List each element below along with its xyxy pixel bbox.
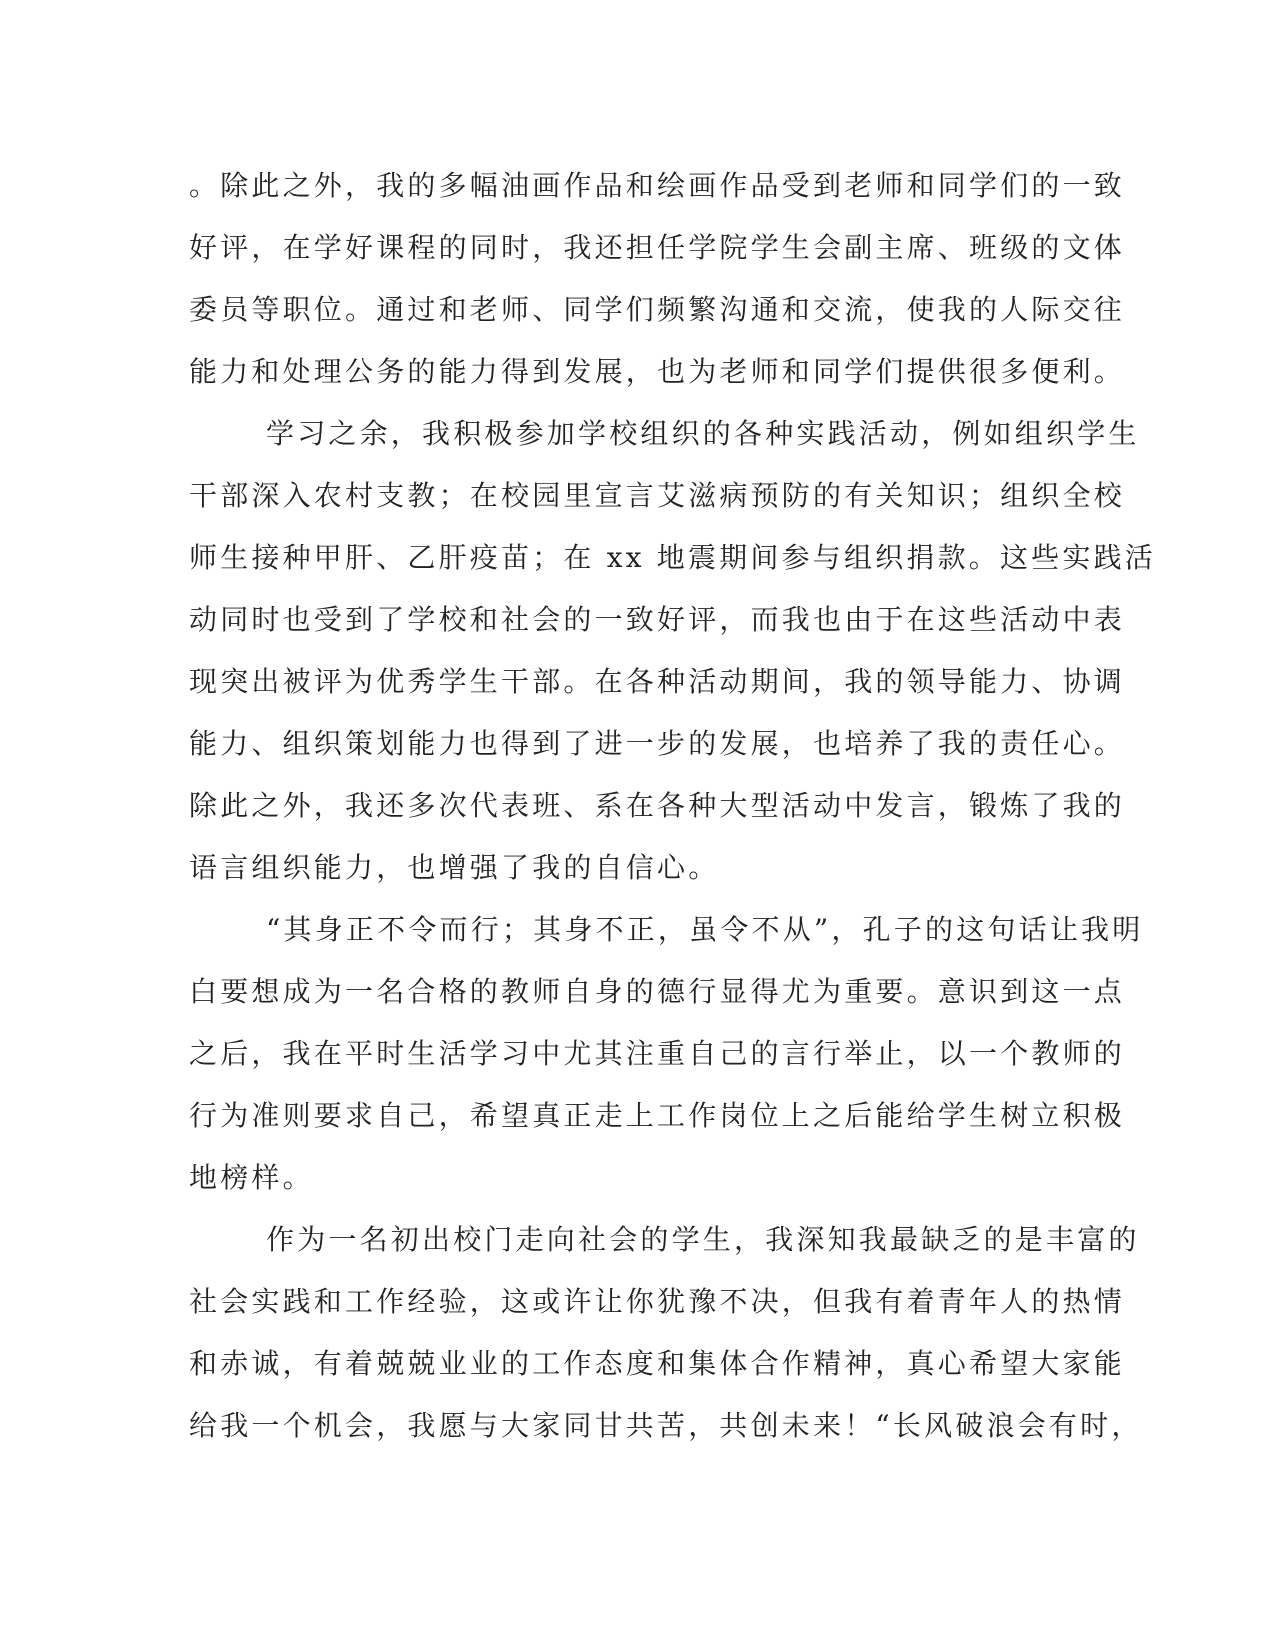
text-line: 师生接种甲肝、乙肝疫苗；在 xx 地震期间参与组织捐款。这些实践活	[189, 541, 1156, 574]
text-line: 之后，我在平时生活学习中尤其注重自己的言行举止，以一个教师的	[189, 1037, 1126, 1070]
text-line: 白要想成为一名合格的教师自身的德行显得尤为重要。意识到这一点	[189, 975, 1126, 1008]
text-line: 给我一个机会，我愿与大家同甘共苦，共创未来！“长风破浪会有时，	[189, 1409, 1143, 1442]
text-line: 动同时也受到了学校和社会的一致好评，而我也由于在这些活动中表	[189, 603, 1126, 636]
text-line: 委员等职位。通过和老师、同学们频繁沟通和交流，使我的人际交往	[189, 293, 1126, 326]
text-line: 。除此之外，我的多幅油画作品和绘画作品受到老师和同学们的一致	[189, 169, 1126, 202]
text-line: 除此之外，我还多次代表班、系在各种大型活动中发言，锻炼了我的	[189, 789, 1126, 822]
text-line: 干部深入农村支教；在校园里宣言艾滋病预防的有关知识；组织全校	[189, 479, 1126, 512]
text-line: 社会实践和工作经验，这或许让你犹豫不决，但我有着青年人的热情	[189, 1285, 1126, 1318]
text-line: 能力、组织策划能力也得到了进一步的发展，也培养了我的责任心。	[189, 727, 1126, 760]
document-body	[189, 155, 1156, 1457]
text-line: 能力和处理公务的能力得到发展，也为老师和同学们提供很多便利。	[189, 355, 1126, 388]
paragraph-first-line: “其身正不令而行；其身不正，虽令不从”，孔子的这句话让我明	[266, 913, 1144, 946]
text-line: 现突出被评为优秀学生干部。在各种活动期间，我的领导能力、协调	[189, 665, 1126, 698]
text-line: 地榜样。	[189, 1161, 314, 1194]
text-line: 语言组织能力，也增强了我的自信心。	[189, 851, 720, 884]
text-line: 和赤诚，有着兢兢业业的工作态度和集体合作精神，真心希望大家能	[189, 1347, 1126, 1380]
text-line: 好评，在学好课程的同时，我还担任学院学生会副主席、班级的文体	[189, 231, 1126, 264]
paragraph-first-line: 作为一名初出校门走向社会的学生，我深知我最缺乏的是丰富的	[266, 1223, 1140, 1256]
paragraph-first-line: 学习之余，我积极参加学校组织的各种实践活动，例如组织学生	[266, 417, 1140, 450]
text-line: 行为准则要求自己，希望真正走上工作岗位上之后能给学生树立积极	[189, 1099, 1126, 1132]
